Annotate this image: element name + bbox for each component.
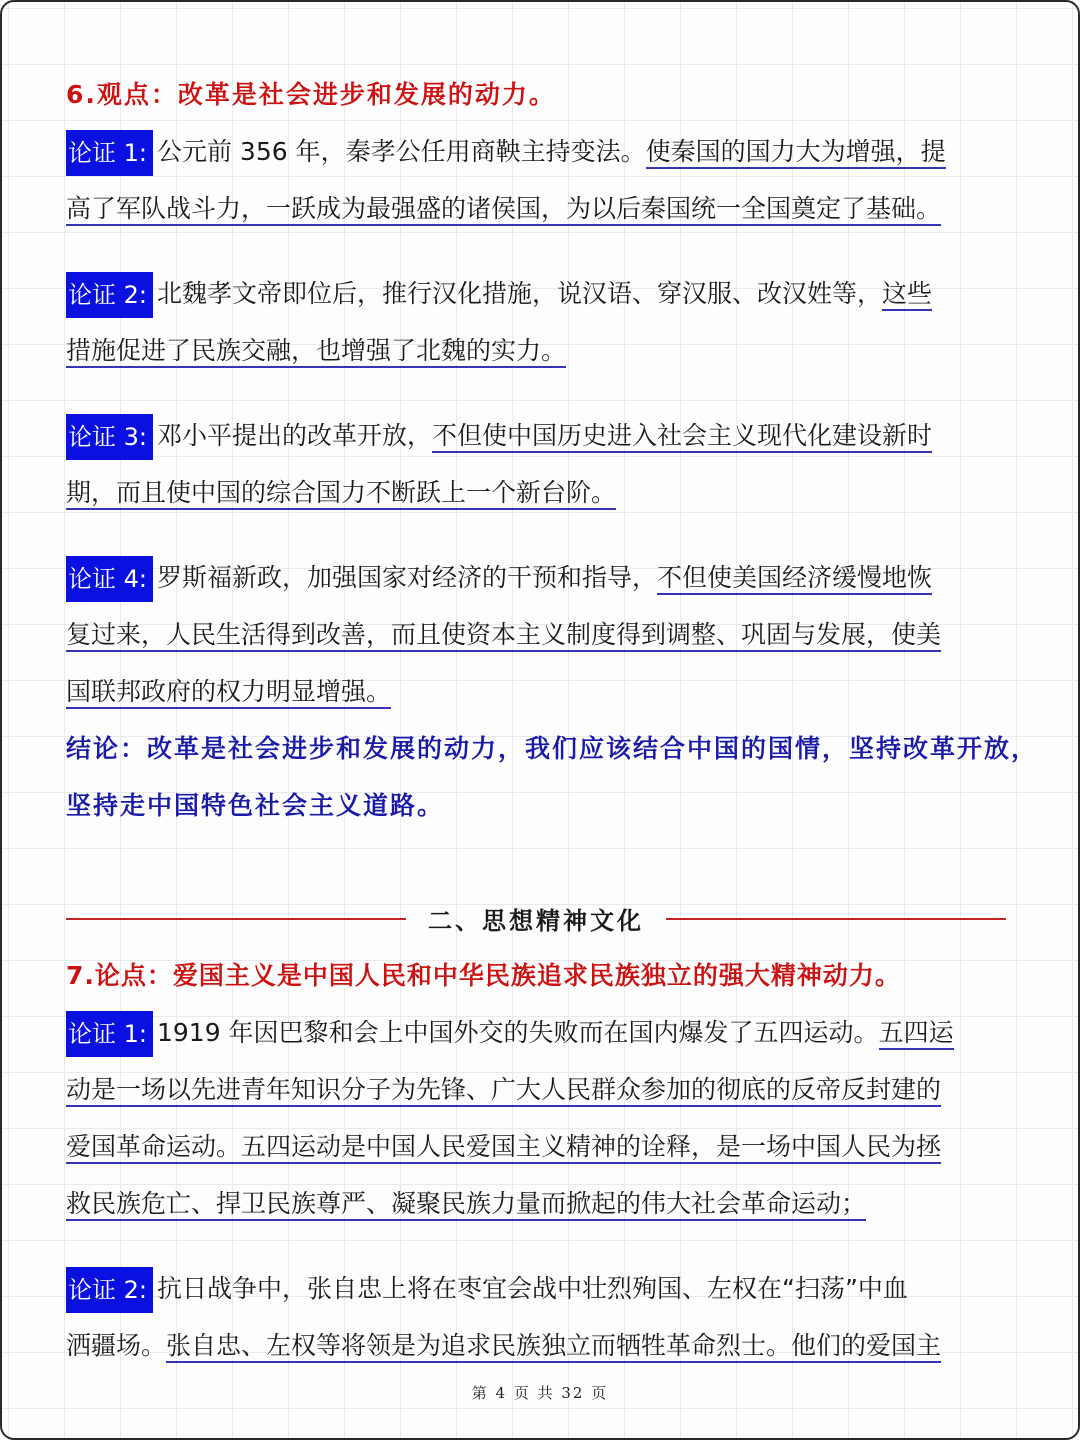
argument-underlined-text: 动是一场以先进青年知识分子为先锋、广大人民群众参加的彻底的反帝反封建的 [66, 1075, 941, 1107]
argument-tag: 论证 2: [66, 272, 153, 318]
argument-underlined-text: 五四运 [879, 1018, 954, 1050]
argument-underlined-text: 期，而且使中国的综合国力不断跃上一个新台阶。 [66, 478, 616, 510]
conclusion-line: 坚持走中国特色社会主义道路。 [66, 791, 445, 820]
claim-6: 6.观点：改革是社会进步和发展的动力。 [66, 80, 556, 109]
argument-text: 公元前 356 年，秦孝公任用商鞅主持变法。 [156, 137, 646, 166]
argument-underlined-text: 爱国革命运动。五四运动是中国人民爱国主义精神的诠释，是一场中国人民为拯 [66, 1132, 941, 1164]
claim-7: 7.论点：爱国主义是中国人民和中华民族追求民族独立的强大精神动力。 [66, 961, 901, 990]
argument-text: 抗日战争中，张自忠上将在枣宜会战中壮烈殉国、左权在“扫荡”中血 [156, 1274, 908, 1303]
section-rule-right [666, 918, 1006, 920]
argument-underlined-text: 高了军队战斗力，一跃成为最强盛的诸侯国，为以后秦国统一全国奠定了基础。 [66, 194, 941, 226]
page-number-footer: 第 4 页 共 32 页 [471, 1384, 609, 1402]
argument-underlined-text: 不但使美国经济缓慢地恢 [657, 563, 932, 595]
argument-underlined-text: 使秦国的国力大为增强，提 [646, 137, 946, 169]
argument-6-3 [66, 407, 1006, 521]
argument-tag: 论证 2: [66, 1267, 153, 1313]
argument-underlined-text: 复过来，人民生活得到改善，而且使资本主义制度得到调整、巩固与发展，使美 [66, 620, 941, 652]
argument-6-1 [66, 123, 1006, 237]
argument-text: 1919 年因巴黎和会上中国外交的失败而在国内爆发了五四运动。 [156, 1018, 879, 1047]
argument-text: 罗斯福新政，加强国家对经济的干预和指导， [156, 563, 657, 592]
argument-underlined-text: 救民族危亡、捍卫民族尊严、凝聚民族力量而掀起的伟大社会革命运动； [66, 1189, 866, 1221]
argument-underlined-text: 措施促进了民族交融，也增强了北魏的实力。 [66, 336, 566, 368]
argument-6-2 [66, 265, 1006, 379]
argument-tag: 论证 1: [66, 1011, 153, 1057]
argument-6-4 [66, 549, 1006, 720]
argument-text: 北魏孝文帝即位后，推行汉化措施，说汉语、穿汉服、改汉姓等， [156, 279, 882, 308]
argument-tag: 论证 3: [66, 414, 153, 460]
section-rule-left [66, 918, 406, 920]
argument-tag: 论证 1: [66, 130, 153, 176]
argument-text: 邓小平提出的改革开放， [156, 421, 432, 450]
argument-underlined-text: 国联邦政府的权力明显增强。 [66, 677, 391, 709]
argument-underlined-text: 不但使中国历史进入社会主义现代化建设新时 [432, 421, 932, 453]
argument-underlined-text: 这些 [882, 279, 932, 311]
argument-7-2 [66, 1260, 1006, 1374]
conclusion-line: 结论：改革是社会进步和发展的动力，我们应该结合中国的国情，坚持改革开放， [66, 734, 1039, 763]
argument-text: 洒疆场。 [66, 1331, 167, 1360]
argument-tag: 论证 4: [66, 556, 153, 602]
argument-underlined-text: 张自忠、左权等将领是为追求民族独立而牺牲革命烈士。他们的爱国主 [166, 1331, 941, 1363]
section-heading [66, 890, 1006, 947]
section-title: 二、思想精神文化 [428, 907, 644, 935]
page-content [66, 0, 1039, 1374]
argument-7-1 [66, 1004, 1006, 1232]
